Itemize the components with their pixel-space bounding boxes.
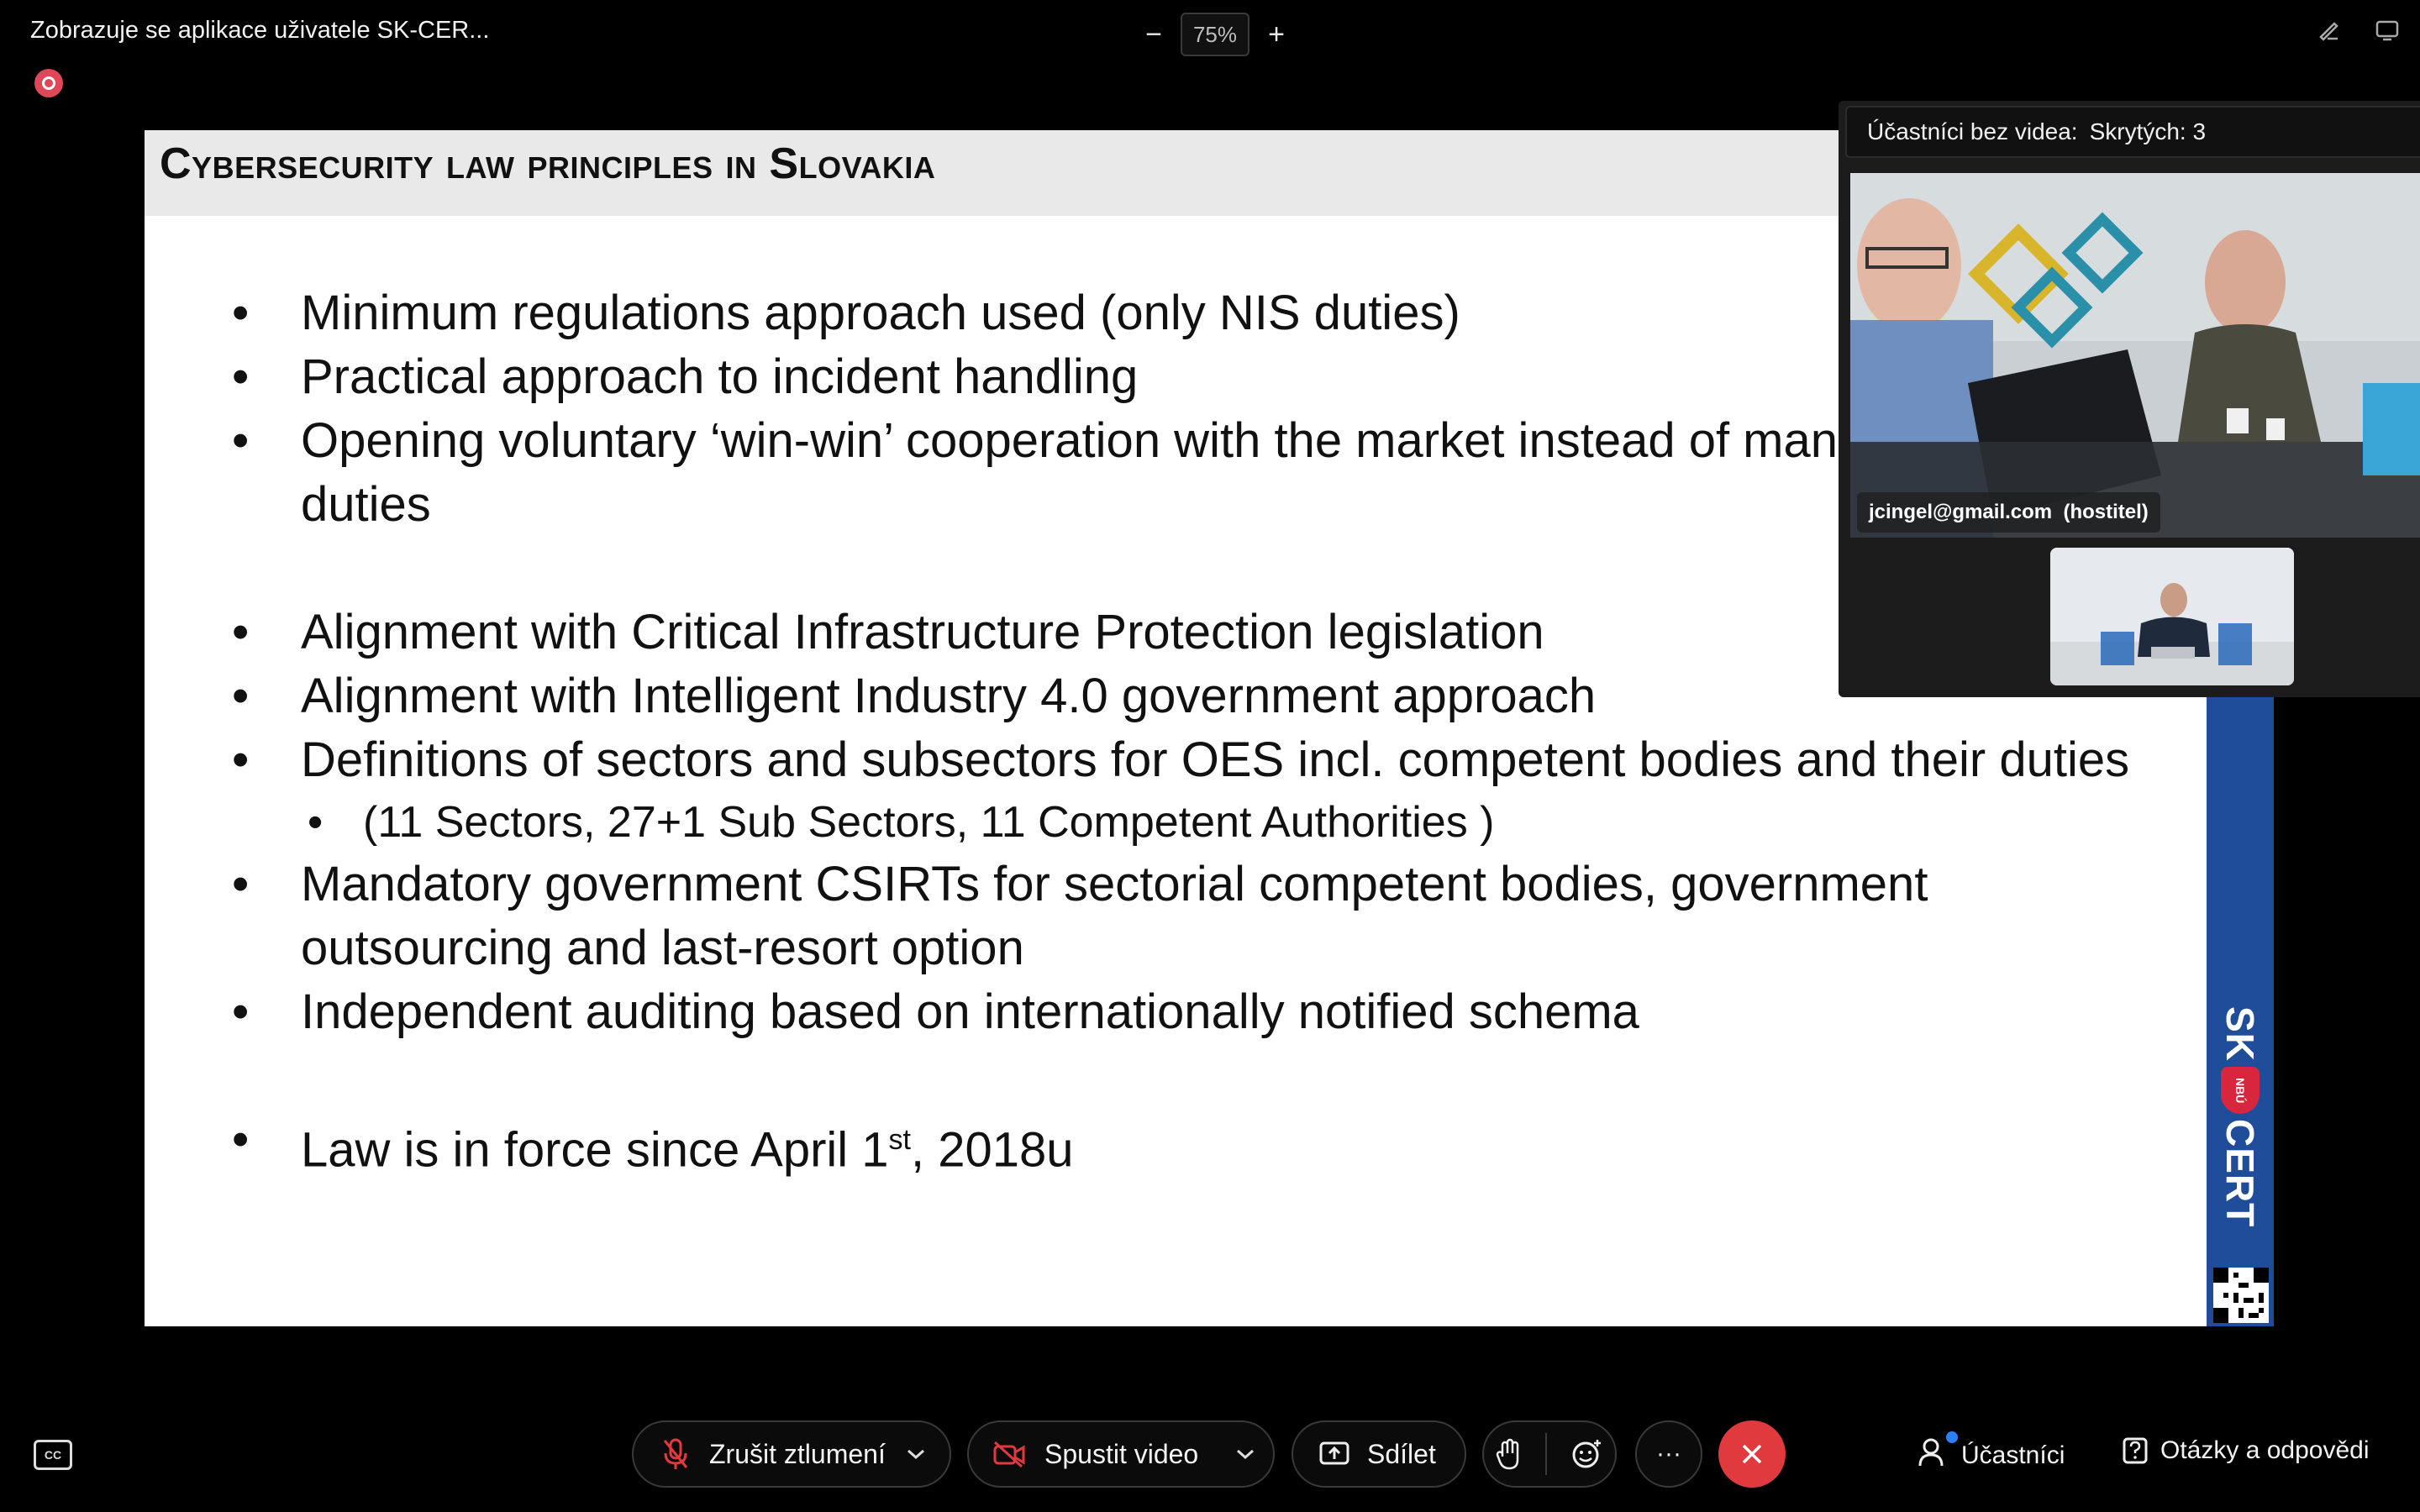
bullet-item: • Practical approach to incident handling <box>229 345 2274 409</box>
bullet-item: • Alignment with Critical Infrastructure Protection legislation <box>229 601 2274 664</box>
brand-text-cert: CERT <box>2218 1118 2262 1228</box>
video-panel <box>1839 101 2420 697</box>
raise-hand-icon[interactable] <box>1496 1438 1521 1470</box>
law-year: , 2018u <box>911 1122 1074 1178</box>
chevron-down-icon[interactable] <box>1235 1447 1255 1461</box>
reactions-group <box>1482 1420 1617 1488</box>
record-icon <box>42 76 55 90</box>
notification-dot <box>1946 1431 1958 1443</box>
law-text: Law is in force since April 1 <box>301 1122 889 1178</box>
chevron-down-icon[interactable] <box>906 1447 926 1461</box>
bullet-item: • Mandatory government CSIRTs for sectorial competent bodies, government <box>229 853 2274 916</box>
self-video-thumbnail[interactable] <box>2050 548 2294 685</box>
nbu-badge: NBÚ <box>2221 1067 2260 1114</box>
zoom-level[interactable]: 75% <box>1181 13 1249 56</box>
bullet-item: • Definitions of sectors and subsectors for OES incl. competent bodies and their duties <box>229 728 2274 792</box>
start-video-button[interactable] <box>967 1420 1275 1488</box>
leave-icon <box>1739 1441 1765 1467</box>
thumbnail-feed <box>2050 548 2294 685</box>
slide-title: Cybersecurity law principles in Slovakia <box>160 139 936 188</box>
participant-email: jcingel@gmail.com <box>1869 501 2053 523</box>
more-button[interactable] <box>1635 1420 1702 1488</box>
hidden-label: Účastníci bez videa: <box>1867 118 2078 144</box>
share-button[interactable] <box>1292 1420 1466 1488</box>
top-right-tools <box>2317 18 2400 42</box>
leave-button[interactable] <box>1718 1420 1786 1488</box>
unmute-label: Zrušit ztlumení <box>709 1438 886 1469</box>
participants-button[interactable] <box>1918 1436 2065 1475</box>
reaction-icon[interactable] <box>1571 1438 1603 1470</box>
captions-button[interactable] <box>34 1440 72 1470</box>
main-video-tile[interactable] <box>1850 173 2420 538</box>
bullet-item: • Alignment with Intelligent Industry 4.0 government approach <box>229 664 2274 728</box>
qr-code <box>2213 1268 2269 1323</box>
video-feed <box>1850 173 2420 538</box>
bullet-continuation: outsourcing and last-resort option <box>301 921 1024 975</box>
hidden-count[interactable]: Skrytých: 3 <box>2089 118 2207 144</box>
hidden-participants-bar[interactable] <box>1845 106 2420 158</box>
participants-label: Účastníci <box>1961 1441 2065 1469</box>
bullet-item: • Opening voluntary ‘win-win’ cooperation with the market instead of man <box>229 409 2274 473</box>
unmute-button[interactable] <box>632 1420 951 1488</box>
sub-bullet-item: • (11 Sectors, 27+1 Sub Sectors, 11 Competent Authorities ) <box>229 792 2274 853</box>
bullet-continuation: duties <box>301 477 431 532</box>
qa-icon <box>2122 1436 2149 1465</box>
cc-icon: CC <box>44 1448 62 1462</box>
annotate-icon[interactable] <box>2317 18 2341 42</box>
participant-name-tag <box>1857 492 2160 533</box>
share-label: Sdílet <box>1367 1438 1436 1469</box>
participant-role: (hostitel) <box>2063 501 2149 523</box>
more-icon: ··· <box>1656 1440 1681 1467</box>
sk-cert-band <box>2207 696 2274 1326</box>
bullet-item: • Independent auditing based on internationally notified schema <box>229 980 2274 1044</box>
zoom-in-button[interactable]: + <box>1268 18 1285 50</box>
video-off-icon <box>992 1440 1026 1468</box>
qa-label: Otázky a odpovědi <box>2160 1436 2370 1464</box>
bullet-item-law <box>229 1108 2274 1182</box>
qa-button[interactable] <box>2122 1436 2369 1465</box>
participants-icon <box>1918 1436 1949 1468</box>
bullet-item: • Minimum regulations approach used (only NIS duties) <box>229 281 2274 345</box>
ordinal-suffix: st <box>888 1124 911 1156</box>
recording-indicator[interactable] <box>34 69 63 97</box>
window-icon[interactable] <box>2375 18 2400 42</box>
window-title: Zobrazuje se aplikace uživatele SK-CER... <box>30 17 490 44</box>
mic-muted-icon <box>660 1437 691 1471</box>
zoom-controls <box>1139 12 1292 57</box>
share-screen-icon <box>1318 1441 1350 1467</box>
start-video-label: Spustit video <box>1044 1438 1199 1469</box>
brand-text-sk: SK <box>2218 1006 2262 1062</box>
zoom-out-button[interactable]: − <box>1145 18 1162 50</box>
